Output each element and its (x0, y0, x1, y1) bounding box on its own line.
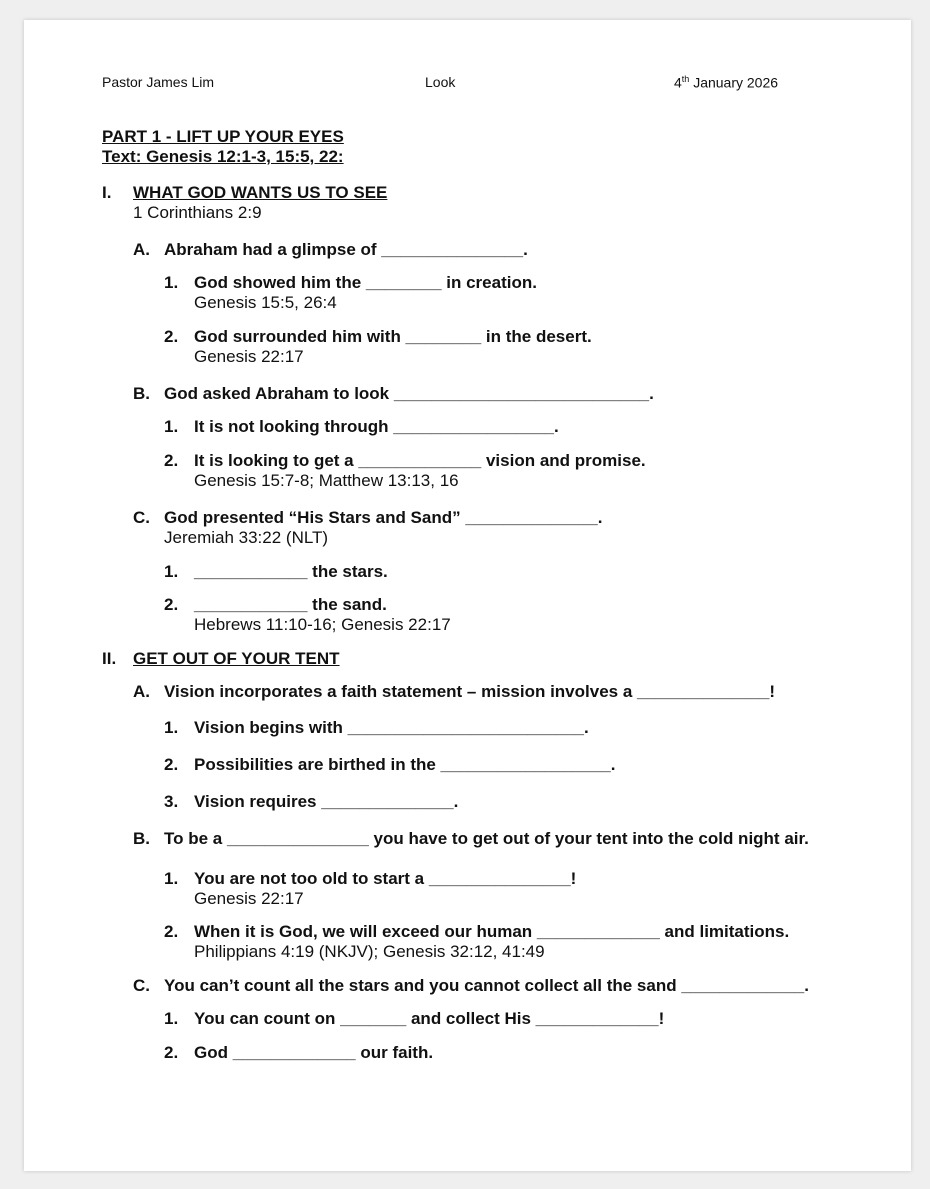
point-letter: A. (133, 682, 150, 701)
subpoint-text: You can count on _______ and collect His _____________! (194, 1009, 665, 1028)
document-page (24, 20, 911, 1171)
section-number: I. (102, 183, 112, 202)
scripture-ref: 1 Corinthians 2:9 (133, 203, 262, 222)
section-number: II. (102, 649, 117, 668)
subpoint-text: God surrounded him with ________ in the desert. (194, 327, 592, 346)
scripture-ref: Hebrews 11:10-16; Genesis 22:17 (194, 615, 451, 634)
subpoint-text: It is looking to get a _____________ vision and promise. (194, 451, 646, 470)
subpoint-text: Vision requires ______________. (194, 792, 459, 811)
subpoint-text: God _____________ our faith. (194, 1043, 434, 1062)
subpoint-text: ____________ the sand. (194, 595, 387, 614)
subpoint-number: 1. (164, 417, 179, 436)
point-text: God asked Abraham to look ___________________________. (164, 384, 654, 403)
subpoint-text: It is not looking through _________________. (194, 417, 559, 436)
subpoint-number: 1. (164, 562, 179, 581)
point-letter: A. (133, 240, 150, 259)
subpoint-text: You are not too old to start a _______________! (194, 869, 577, 888)
scripture-ref: Genesis 15:5, 26:4 (194, 293, 337, 312)
subpoint-number: 2. (164, 595, 179, 614)
subpoint-text: God showed him the ________ in creation. (194, 273, 537, 292)
scripture-ref: Philippians 4:19 (NKJV); Genesis 32:12, 41:49 (194, 942, 545, 961)
subpoint-text: ____________ the stars. (194, 562, 388, 581)
point-text: Vision incorporates a faith statement – mission involves a ______________! (164, 682, 776, 701)
subpoint-text: Vision begins with _________________________. (194, 718, 589, 737)
point-text: Abraham had a glimpse of _______________. (164, 240, 528, 259)
subpoint-number: 1. (164, 1009, 179, 1028)
point-letter: C. (133, 976, 150, 995)
header-date: 4th January 2026 (674, 74, 779, 91)
subpoint-number: 2. (164, 922, 179, 941)
header-title: Look (425, 74, 456, 90)
scripture-ref: Genesis 15:7-8; Matthew 13:13, 16 (194, 471, 459, 490)
scripture-ref: Jeremiah 33:22 (NLT) (164, 528, 329, 547)
subpoint-text: Possibilities are birthed in the __________________. (194, 755, 616, 774)
subpoint-number: 2. (164, 451, 179, 470)
subpoint-number: 1. (164, 273, 179, 292)
header-author: Pastor James Lim (102, 74, 215, 90)
point-text: God presented “His Stars and Sand” ______________. (164, 508, 603, 527)
subpoint-number: 2. (164, 1043, 179, 1062)
subpoint-number: 2. (164, 327, 179, 346)
section-title: WHAT GOD WANTS US TO SEE (133, 183, 388, 202)
subpoint-number: 1. (164, 718, 179, 737)
section-title: GET OUT OF YOUR TENT (133, 649, 340, 668)
subpoint-number: 1. (164, 869, 179, 888)
point-letter: C. (133, 508, 150, 527)
subpoint-number: 3. (164, 792, 179, 811)
part-text: Text: Genesis 12:1-3, 15:5, 22: (102, 147, 344, 166)
subpoint-number: 2. (164, 755, 179, 774)
point-letter: B. (133, 384, 150, 403)
subpoint-text: When it is God, we will exceed our human _____________ and limitations. (194, 922, 790, 941)
scripture-ref: Genesis 22:17 (194, 347, 304, 366)
point-text: To be a _______________ you have to get out of your tent into the cold night air. (164, 829, 809, 848)
scripture-ref: Genesis 22:17 (194, 889, 304, 908)
point-letter: B. (133, 829, 150, 848)
part-title: PART 1 - LIFT UP YOUR EYES (102, 127, 344, 146)
point-text: You can’t count all the stars and you cannot collect all the sand _____________. (164, 976, 809, 995)
